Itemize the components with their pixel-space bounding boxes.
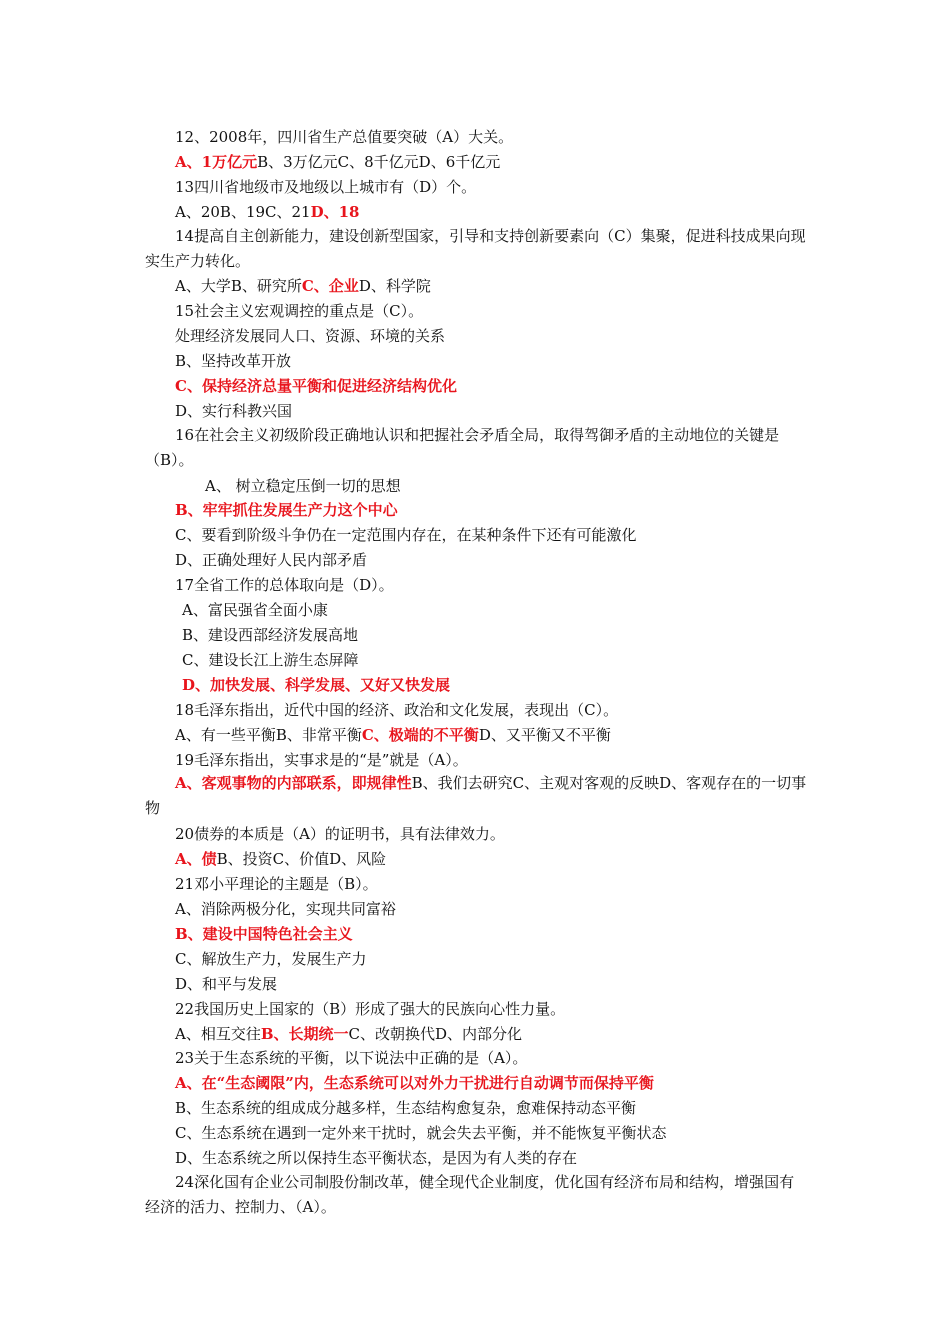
option-15-d: D、实行科教兴国 — [175, 402, 293, 420]
option-16-d: D、正确处理好人民内部矛盾 — [175, 551, 368, 569]
question-19: 19毛泽东指出，实事求是的“是”就是（A）。 — [175, 751, 468, 769]
answer-16: B、牢牢抓住发展生产力这个中心 — [175, 501, 398, 519]
option-16-a: A、 树立稳定压倒一切的思想 — [205, 477, 401, 495]
question-24: 24深化国有企业公司制股份制改革，健全现代企业制度，优化国有经济布局和结构，增强国有经济的活力、控制力、（A）。 — [145, 1173, 795, 1216]
option-23-d: D、生态系统之所以保持生态平衡状态，是因为有人类的存在 — [175, 1149, 578, 1167]
answer-23: A、在“生态阈限”内，生态系统可以对外力干扰进行自动调节而保持平衡 — [175, 1074, 654, 1092]
question-20: 20债券的本质是（A）的证明书，具有法律效力。 — [175, 825, 505, 843]
question-15: 15社会主义宏观调控的重点是（C）。 — [175, 302, 424, 320]
question-22: 22我国历史上国家的（B）形成了强大的民族向心性力量。 — [175, 1000, 566, 1018]
option-21-c: C、解放生产力，发展生产力 — [175, 950, 367, 968]
option-17-b: B、建设西部经济发展高地 — [182, 626, 359, 644]
options-20: A、债B、投资C、价值D、风险 — [175, 850, 387, 868]
answer-19: A、客观事物的内部联系，即规律性 — [175, 774, 412, 792]
option-15-b: B、坚持改革开放 — [175, 352, 292, 370]
answer-21: B、建设中国特色社会主义 — [175, 925, 353, 943]
question-21: 21邓小平理论的主题是（B）。 — [175, 875, 378, 893]
options-22: A、相互交往B、长期统一C、改朝换代D、内部分化 — [175, 1025, 523, 1043]
answer-20: A、债 — [175, 850, 217, 868]
option-17-c: C、建设长江上游生态屏障 — [182, 651, 359, 669]
answer-18: C、极端的不平衡 — [361, 726, 479, 744]
question-14: 14提高自主创新能力，建设创新型国家，引导和支持创新要素向（C）集聚，促进科技成果向现实生产力转化。 — [145, 227, 806, 270]
question-13: 13四川省地级市及地级以上城市有（D）个。 — [175, 178, 477, 196]
question-23: 23关于生态系统的平衡，以下说法中正确的是（A）。 — [175, 1049, 528, 1067]
answer-14: C、企业 — [301, 277, 359, 295]
option-16-c: C、要看到阶级斗争仍在一定范围内存在，在某种条件下还有可能激化 — [175, 526, 637, 544]
option-21-a: A、消除两极分化，实现共同富裕 — [175, 900, 396, 918]
options-18: A、有一些平衡B、非常平衡C、极端的不平衡D、又平衡又不平衡 — [175, 726, 611, 744]
answer-13: D、18 — [310, 203, 360, 221]
options-12: A、1万亿元B、3万亿元C、8千亿元D、6千亿元 — [175, 153, 501, 171]
question-18: 18毛泽东指出，近代中国的经济、政治和文化发展，表现出（C）。 — [175, 701, 619, 719]
option-15-a: 处理经济发展同人口、资源、环境的关系 — [175, 327, 446, 345]
answer-12: A、1万亿元 — [175, 153, 258, 171]
answer-15: C、保持经济总量平衡和促进经济结构优化 — [175, 377, 457, 395]
answer-17: D、加快发展、科学发展、又好又快发展 — [182, 676, 451, 694]
question-12: 12、2008年，四川省生产总值要突破（A）大关。 — [175, 128, 514, 146]
question-16: 16在社会主义初级阶段正确地认识和把握社会矛盾全局，取得驾御矛盾的主动地位的关键是（B）。 — [145, 426, 780, 469]
options-19: A、客观事物的内部联系，即规律性B、我们去研究C、主观对客观的反映D、客观存在的一切事物 — [145, 774, 807, 817]
option-23-b: B、生态系统的组成成分越多样，生态结构愈复杂，愈难保持动态平衡 — [175, 1099, 637, 1117]
answer-22: B、长期统一 — [260, 1025, 349, 1043]
option-23-c: C、生态系统在遇到一定外来干扰时，就会失去平衡，并不能恢复平衡状态 — [175, 1124, 667, 1142]
question-17: 17全省工作的总体取向是（D）。 — [175, 576, 394, 594]
option-17-a: A、富民强省全面小康 — [182, 601, 328, 619]
option-21-d: D、和平与发展 — [175, 975, 278, 993]
options-13: A、20B、19C、21D、18 — [175, 203, 360, 221]
options-14: A、大学B、研究所C、企业D、科学院 — [175, 277, 431, 295]
